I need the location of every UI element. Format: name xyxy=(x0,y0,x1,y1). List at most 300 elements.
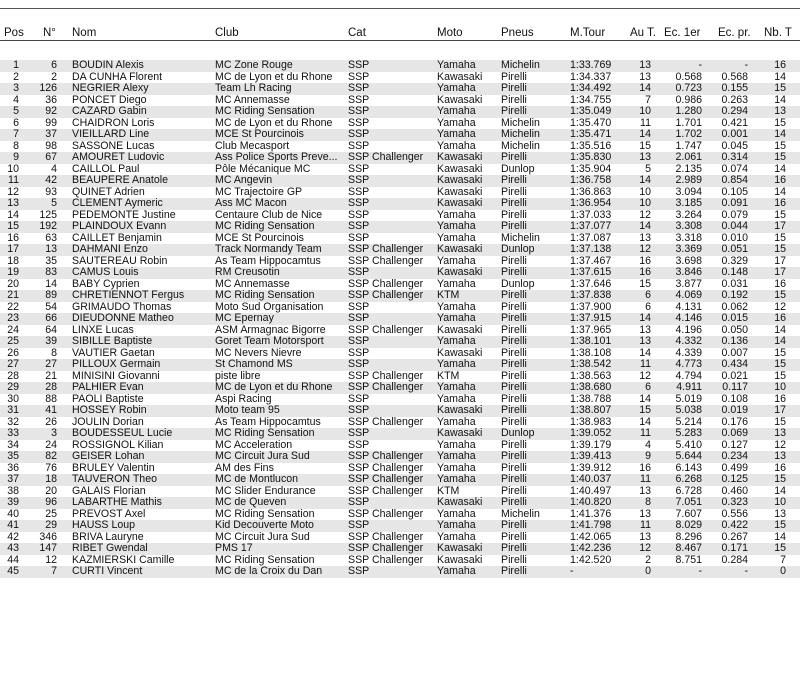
cell-pneus: Pirelli xyxy=(501,71,527,83)
cell-pos: 37 xyxy=(7,474,19,485)
cell-nom: GEISER Lohan xyxy=(72,451,145,462)
cell-nbt: 15 xyxy=(774,244,786,255)
cell-aut: 12 xyxy=(639,244,651,255)
cell-nom: QUINET Adrien xyxy=(72,186,145,198)
cell-nom: BOUDIN Alexis xyxy=(72,60,144,71)
cell-mtour: 1:42.065 xyxy=(570,531,612,543)
cell-moto: Yamaha xyxy=(437,278,476,290)
cell-nom: SASSONE Lucas xyxy=(72,140,155,152)
cell-ec1: 8.029 xyxy=(675,520,702,531)
header-pos: Pos xyxy=(4,27,24,39)
cell-ec1: 1.701 xyxy=(675,117,702,129)
cell-nbt: 14 xyxy=(774,336,786,347)
cell-cat: SSP Challenger xyxy=(348,324,424,336)
cell-ecpr: 0.234 xyxy=(721,451,748,462)
cell-nom: BEAUPERE Anatole xyxy=(72,175,168,186)
table-row xyxy=(0,440,800,452)
cell-mtour: 1:39.052 xyxy=(570,428,612,439)
cell-ecpr: 0.091 xyxy=(721,198,748,209)
cell-ecpr: 0.044 xyxy=(721,221,748,232)
cell-pos: 32 xyxy=(7,416,19,428)
cell-club: MC Riding Sensation xyxy=(215,221,315,232)
header-ec1: Ec. 1er xyxy=(664,27,701,39)
cell-cat: SSP xyxy=(348,175,370,186)
cell-ec1: 3.264 xyxy=(675,209,702,221)
cell-moto: Yamaha xyxy=(437,393,476,405)
cell-number: 88 xyxy=(45,393,57,405)
cell-mtour: 1:36.863 xyxy=(570,186,612,198)
cell-aut: 14 xyxy=(639,347,651,359)
cell-ec1: 4.069 xyxy=(675,290,702,301)
cell-moto: Kawasaki xyxy=(437,71,483,83)
cell-ec1: 5.019 xyxy=(675,393,702,405)
cell-moto: Yamaha xyxy=(437,117,476,129)
cell-mtour: 1:38.807 xyxy=(570,405,612,416)
cell-ec1: 4.131 xyxy=(675,301,702,313)
cell-aut: 13 xyxy=(639,232,651,244)
cell-number: 13 xyxy=(45,244,57,255)
cell-pos: 1 xyxy=(13,60,19,71)
cell-pos: 34 xyxy=(7,439,19,451)
cell-cat: SSP Challenger xyxy=(348,382,424,393)
cell-ecpr: 0.314 xyxy=(721,152,748,163)
table-row xyxy=(0,325,800,337)
cell-pos: 28 xyxy=(7,370,19,382)
cell-nom: CAZARD Gabin xyxy=(72,106,147,117)
table-row xyxy=(0,267,800,279)
table-row xyxy=(0,497,800,509)
cell-pneus: Pirelli xyxy=(501,497,527,508)
cell-ec1: 5.644 xyxy=(675,451,702,462)
cell-ecpr: 0.460 xyxy=(721,485,748,497)
cell-club: Team Lh Racing xyxy=(215,83,292,94)
cell-pos: 21 xyxy=(7,290,19,301)
header-mtour: M.Tour xyxy=(570,27,606,39)
cell-cat: SSP xyxy=(348,405,370,416)
cell-mtour: 1:38.108 xyxy=(570,347,612,359)
table-row xyxy=(0,198,800,210)
cell-ec1: 7.607 xyxy=(675,508,702,520)
cell-ecpr: 0.010 xyxy=(721,232,748,244)
table-row xyxy=(0,175,800,187)
cell-number: 83 xyxy=(45,267,57,278)
cell-aut: 6 xyxy=(645,290,651,301)
cell-ec1: 2.989 xyxy=(675,175,702,186)
cell-moto: Kawasaki xyxy=(437,497,483,508)
cell-pneus: Pirelli xyxy=(501,198,527,209)
cell-moto: Kawasaki xyxy=(437,186,483,198)
cell-nom: ROSSIGNOL Kilian xyxy=(72,439,164,451)
cell-aut: 11 xyxy=(640,359,651,370)
cell-moto: Yamaha xyxy=(437,336,476,347)
table-row xyxy=(0,256,800,268)
cell-pos: 45 xyxy=(7,566,19,577)
cell-number: 12 xyxy=(45,554,57,566)
cell-ecpr: 0.051 xyxy=(721,244,748,255)
cell-number: 67 xyxy=(45,152,57,163)
cell-nom: BRULEY Valentin xyxy=(72,462,155,474)
cell-ec1: 4.196 xyxy=(675,324,702,336)
cell-mtour: 1:34.492 xyxy=(570,83,612,94)
cell-moto: Kawasaki xyxy=(437,244,483,255)
cell-pneus: Pirelli xyxy=(501,175,527,186)
cell-aut: 14 xyxy=(639,393,651,405)
cell-nom: PILLOUX Germain xyxy=(72,359,161,370)
cell-ecpr: 0.117 xyxy=(722,382,748,393)
cell-pneus: Pirelli xyxy=(501,83,527,94)
cell-pneus: Pirelli xyxy=(501,451,527,462)
cell-club: AM des Fins xyxy=(215,462,274,474)
cell-nom: CAILLOL Paul xyxy=(72,163,140,175)
cell-aut: 8 xyxy=(645,497,651,508)
cell-ecpr: 0.074 xyxy=(721,163,748,175)
cell-moto: Yamaha xyxy=(437,359,476,370)
cell-aut: 6 xyxy=(645,301,651,313)
cell-number: 93 xyxy=(45,186,57,198)
cell-aut: 7 xyxy=(645,94,651,106)
cell-cat: SSP xyxy=(348,336,370,347)
cell-club: Centaure Club de Nice xyxy=(215,209,323,221)
cell-moto: Kawasaki xyxy=(437,175,483,186)
header-ecpr: Ec. pr. xyxy=(718,27,751,39)
cell-mtour: 1:38.680 xyxy=(570,382,612,393)
cell-ec1: 2.061 xyxy=(675,152,702,163)
cell-nbt: 7 xyxy=(780,554,786,566)
cell-number: 18 xyxy=(45,474,57,485)
cell-ec1: 4.339 xyxy=(675,347,702,359)
cell-mtour: 1:35.471 xyxy=(570,129,612,140)
cell-pneus: Pirelli xyxy=(501,209,527,221)
cell-nbt: 16 xyxy=(774,60,786,71)
cell-nbt: 15 xyxy=(774,359,786,370)
cell-mtour: 1:37.033 xyxy=(570,209,612,221)
cell-cat: SSP Challenger xyxy=(348,244,424,255)
cell-club: MC Angevin xyxy=(215,175,273,186)
cell-aut: 13 xyxy=(639,71,651,83)
cell-cat: SSP Challenger xyxy=(348,152,424,163)
cell-mtour: 1:37.467 xyxy=(570,255,612,267)
cell-pos: 25 xyxy=(7,336,19,347)
cell-cat: SSP Challenger xyxy=(348,278,424,290)
cell-pos: 13 xyxy=(7,198,19,209)
cell-ecpr: 0.062 xyxy=(721,301,748,313)
cell-number: 63 xyxy=(45,232,57,244)
cell-mtour: 1:40.497 xyxy=(570,485,612,497)
cell-nom: SIBILLE Baptiste xyxy=(72,336,153,347)
cell-nbt: 15 xyxy=(774,140,786,152)
cell-pneus: Pirelli xyxy=(501,347,527,359)
table-row xyxy=(0,371,800,383)
cell-cat: SSP Challenger xyxy=(348,508,424,520)
cell-moto: Kawasaki xyxy=(437,198,483,209)
cell-number: 66 xyxy=(45,313,57,324)
cell-moto: Yamaha xyxy=(437,221,476,232)
cell-aut: 16 xyxy=(639,267,651,278)
cell-aut: 12 xyxy=(639,370,651,382)
cell-club: St Chamond MS xyxy=(215,359,293,370)
cell-cat: SSP xyxy=(348,313,370,324)
cell-ec1: 0.568 xyxy=(675,71,702,83)
cell-mtour: 1:35.904 xyxy=(570,163,612,175)
cell-nom: JOULIN Dorian xyxy=(72,416,144,428)
cell-aut: 13 xyxy=(639,485,651,497)
cell-ecpr: - xyxy=(744,566,748,577)
cell-nbt: 15 xyxy=(774,347,786,359)
cell-pneus: Pirelli xyxy=(501,290,527,301)
cell-ecpr: 0.294 xyxy=(721,106,748,117)
cell-moto: KTM xyxy=(437,370,460,382)
cell-cat: SSP xyxy=(348,566,370,577)
cell-number: 25 xyxy=(45,508,57,520)
cell-ecpr: 0.323 xyxy=(721,497,748,508)
cell-nbt: 17 xyxy=(774,221,786,232)
cell-nom: LABARTHE Mathis xyxy=(72,497,162,508)
cell-number: 192 xyxy=(39,221,57,232)
cell-nbt: 15 xyxy=(774,543,786,554)
table-row xyxy=(0,187,800,199)
cell-nom: GALAIS Florian xyxy=(72,485,146,497)
cell-club: ASM Armagnac Bigorre xyxy=(215,324,326,336)
cell-mtour: 1:41.798 xyxy=(570,520,612,531)
cell-club: MC Epernay xyxy=(215,313,274,324)
cell-pneus: Pirelli xyxy=(501,94,527,106)
cell-ec1: 1.280 xyxy=(675,106,702,117)
table-row xyxy=(0,164,800,176)
cell-club: Kid Decouverte Moto xyxy=(215,520,314,531)
cell-club: MC Acceleration xyxy=(215,439,293,451)
cell-number: 98 xyxy=(45,140,57,152)
cell-club: Goret Team Motorsport xyxy=(215,336,324,347)
cell-cat: SSP xyxy=(348,520,370,531)
cell-club: MC Slider Endurance xyxy=(215,485,316,497)
cell-nom: PAOLI Baptiste xyxy=(72,393,144,405)
cell-club: MC de la Croix du Dan xyxy=(215,566,323,577)
cell-aut: 0 xyxy=(645,566,651,577)
table-row xyxy=(0,95,800,107)
cell-nbt: 17 xyxy=(774,405,786,416)
cell-cat: SSP xyxy=(348,347,370,359)
table-row xyxy=(0,417,800,429)
cell-ecpr: 0.434 xyxy=(721,359,748,370)
cell-number: 89 xyxy=(45,290,57,301)
cell-number: 82 xyxy=(45,451,57,462)
cell-number: 20 xyxy=(45,485,57,497)
table-row xyxy=(0,486,800,498)
cell-nom: MINISINI Giovanni xyxy=(72,370,160,382)
cell-mtour: 1:33.769 xyxy=(570,60,612,71)
header-cat: Cat xyxy=(348,27,366,39)
cell-pneus: Dunlop xyxy=(501,278,535,290)
cell-aut: 11 xyxy=(640,428,651,439)
cell-ecpr: 0.192 xyxy=(721,290,748,301)
cell-pos: 10 xyxy=(7,163,19,175)
cell-nom: SAUTEREAU Robin xyxy=(72,255,168,267)
cell-aut: 14 xyxy=(639,313,651,324)
cell-moto: Yamaha xyxy=(437,416,476,428)
cell-pos: 27 xyxy=(7,359,19,370)
cell-ecpr: - xyxy=(744,60,748,71)
cell-pos: 2 xyxy=(13,71,19,83)
cell-moto: KTM xyxy=(437,290,460,301)
cell-pos: 15 xyxy=(7,221,19,232)
cell-aut: 14 xyxy=(639,129,651,140)
cell-pos: 22 xyxy=(7,301,19,313)
cell-cat: SSP xyxy=(348,439,370,451)
cell-number: 35 xyxy=(45,255,57,267)
cell-pos: 30 xyxy=(7,393,19,405)
cell-number: 8 xyxy=(51,347,57,359)
cell-cat: SSP xyxy=(348,267,370,278)
cell-ecpr: 0.267 xyxy=(721,531,748,543)
table-row xyxy=(0,451,800,463)
cell-moto: Yamaha xyxy=(437,209,476,221)
cell-club: Club Mecasport xyxy=(215,140,290,152)
cell-number: 28 xyxy=(45,382,57,393)
cell-club: MC Trajectoire GP xyxy=(215,186,303,198)
cell-ec1: 3.846 xyxy=(675,267,702,278)
cell-club: MCE St Pourcinois xyxy=(215,232,304,244)
cell-number: 147 xyxy=(39,543,57,554)
cell-club: Moto Sud Organisation xyxy=(215,301,324,313)
cell-ecpr: 0.069 xyxy=(721,428,748,439)
cell-nbt: 16 xyxy=(774,175,786,186)
cell-pos: 26 xyxy=(7,347,19,359)
table-row xyxy=(0,118,800,130)
cell-club: MC Nevers Nievre xyxy=(215,347,302,359)
header-rule xyxy=(0,40,800,41)
cell-pos: 31 xyxy=(7,405,19,416)
cell-number: 7 xyxy=(51,566,57,577)
cell-moto: Yamaha xyxy=(437,60,476,71)
cell-aut: 12 xyxy=(639,209,651,221)
cell-nbt: 14 xyxy=(774,485,786,497)
cell-ec1: 6.268 xyxy=(675,474,702,485)
cell-pneus: Michelin xyxy=(501,232,540,244)
table-row xyxy=(0,244,800,256)
cell-number: 37 xyxy=(45,129,57,140)
cell-pos: 5 xyxy=(13,106,19,117)
cell-pos: 36 xyxy=(7,462,19,474)
cell-nbt: 14 xyxy=(774,129,786,140)
cell-mtour: 1:37.838 xyxy=(570,290,612,301)
cell-nom: BRIVA Lauryne xyxy=(72,531,144,543)
cell-pneus: Pirelli xyxy=(501,221,527,232)
cell-pneus: Pirelli xyxy=(501,359,527,370)
cell-club: piste libre xyxy=(215,370,261,382)
cell-moto: Kawasaki xyxy=(437,163,483,175)
cell-ec1: 3.094 xyxy=(675,186,702,198)
header-club: Club xyxy=(215,27,239,39)
cell-number: 5 xyxy=(51,198,57,209)
cell-moto: Yamaha xyxy=(437,508,476,520)
cell-pneus: Pirelli xyxy=(501,531,527,543)
cell-club: As Team Hippocamtus xyxy=(215,255,321,267)
cell-ec1: 1.702 xyxy=(675,129,702,140)
cell-pneus: Pirelli xyxy=(501,543,527,554)
cell-club: MC de Lyon et du Rhone xyxy=(215,117,333,129)
cell-ec1: - xyxy=(698,60,702,71)
cell-mtour: 1:36.758 xyxy=(570,175,612,186)
cell-cat: SSP xyxy=(348,497,370,508)
table-row xyxy=(0,359,800,371)
cell-aut: 10 xyxy=(639,198,651,209)
cell-number: 126 xyxy=(39,83,57,94)
cell-club: Ass MC Macon xyxy=(215,198,287,209)
cell-ec1: 3.698 xyxy=(675,255,702,267)
cell-nbt: 14 xyxy=(774,531,786,543)
table-row xyxy=(0,152,800,164)
cell-ec1: 8.467 xyxy=(675,543,702,554)
cell-aut: 16 xyxy=(639,255,651,267)
cell-ec1: 4.773 xyxy=(675,359,702,370)
cell-ecpr: 0.019 xyxy=(721,405,748,416)
cell-nbt: 15 xyxy=(774,416,786,428)
cell-pos: 3 xyxy=(13,83,19,94)
cell-mtour: 1:40.037 xyxy=(570,474,612,485)
cell-nbt: 13 xyxy=(774,428,786,439)
cell-cat: SSP xyxy=(348,221,370,232)
cell-pneus: Pirelli xyxy=(501,186,527,198)
cell-mtour: 1:38.542 xyxy=(570,359,612,370)
cell-club: MC Riding Sensation xyxy=(215,554,315,566)
cell-pneus: Pirelli xyxy=(501,324,527,336)
cell-pos: 38 xyxy=(7,485,19,497)
cell-pos: 8 xyxy=(13,140,19,152)
cell-nbt: 10 xyxy=(774,382,786,393)
cell-mtour: 1:37.915 xyxy=(570,313,612,324)
cell-cat: SSP Challenger xyxy=(348,290,424,301)
cell-club: Moto team 95 xyxy=(215,405,280,416)
cell-nbt: 14 xyxy=(774,186,786,198)
cell-nom: VAUTIER Gaetan xyxy=(72,347,155,359)
cell-club: Ass Police Sports Preve... xyxy=(215,152,338,163)
cell-ec1: 8.751 xyxy=(675,554,702,566)
cell-nom: CLEMENT Aymeric xyxy=(72,198,163,209)
cell-ec1: 5.214 xyxy=(675,416,702,428)
table-row xyxy=(0,129,800,141)
cell-pneus: Pirelli xyxy=(501,405,527,416)
cell-moto: Yamaha xyxy=(437,474,476,485)
cell-ec1: 5.038 xyxy=(675,405,702,416)
cell-ecpr: 0.284 xyxy=(721,554,748,566)
cell-club: MC Annemasse xyxy=(215,278,290,290)
cell-nbt: 13 xyxy=(774,451,786,462)
cell-cat: SSP xyxy=(348,117,370,129)
cell-pos: 17 xyxy=(7,244,19,255)
cell-pneus: Pirelli xyxy=(501,152,527,163)
cell-number: 92 xyxy=(45,106,57,117)
cell-pos: 12 xyxy=(7,186,19,198)
cell-nbt: 14 xyxy=(774,324,786,336)
cell-ecpr: 0.050 xyxy=(721,324,748,336)
cell-mtour: 1:38.788 xyxy=(570,393,612,405)
table-row xyxy=(0,509,800,521)
cell-pneus: Dunlop xyxy=(501,428,535,439)
cell-nbt: 15 xyxy=(774,370,786,382)
cell-ec1: 2.135 xyxy=(675,163,702,175)
table-row xyxy=(0,474,800,486)
cell-pneus: Pirelli xyxy=(501,566,527,577)
table-row xyxy=(0,279,800,291)
cell-club: PMS 17 xyxy=(215,543,253,554)
cell-club: MC Circuit Jura Sud xyxy=(215,531,310,543)
cell-nom: HAUSS Loup xyxy=(72,520,136,531)
cell-pos: 29 xyxy=(7,382,19,393)
table-row xyxy=(0,106,800,118)
table-row xyxy=(0,336,800,348)
cell-cat: SSP Challenger xyxy=(348,462,424,474)
header-moto: Moto xyxy=(437,27,463,39)
